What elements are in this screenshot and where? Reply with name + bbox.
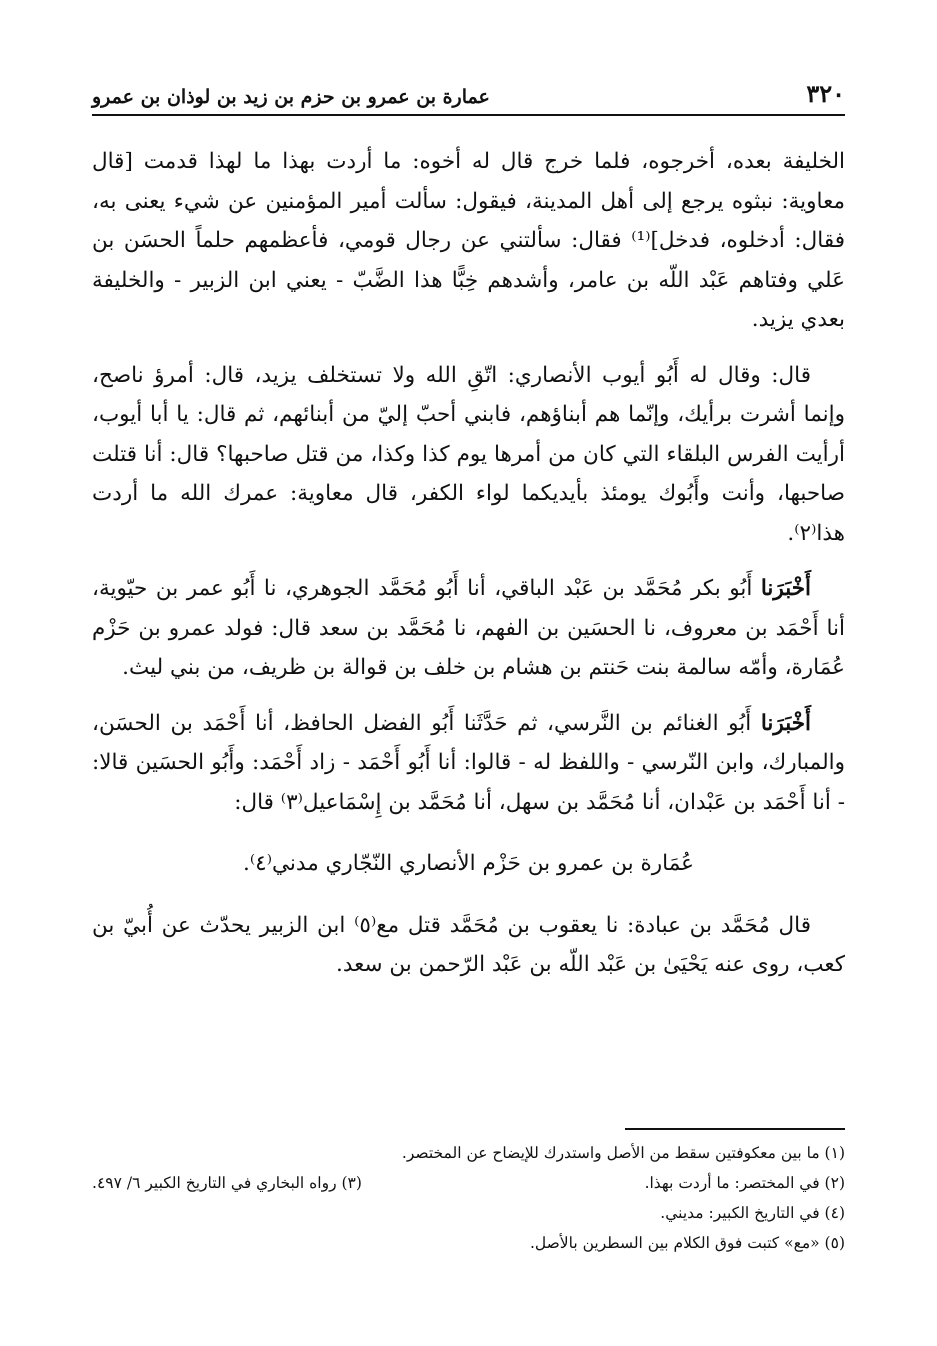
paragraph-text: عُمَارة بن عمرو بن حَزْم الأنصاري النّجّاري مدني⁽٤⁾. [243, 851, 694, 876]
paragraph-text: أَبُو الغنائم بن النَّرسي، ثم حَدَّثَنا أَبُو الفضل الحافظ، أنا أَحْمَد بن الحسَن، والمبارك، وابن النّرسي - واللفظ له - قالوا: أنا أَبُو أَحْمَد - زاد أَحْمَد: وأَبُو الحسَين قالا: - أنا أَحْمَد بن عَبْدان، أنا مُحَمَّد بن سهل، أنا مُحَمَّد بن إِسْمَاعيل⁽٣⁾ قال: [92, 710, 845, 815]
body-text [92, 142, 845, 1001]
page-number: ٣٢٠ [806, 79, 845, 108]
footnote-5: (٥) «مع» كتبت فوق الكلام بين السطرين بالأصل. [529, 1234, 845, 1252]
footnotes [92, 1138, 845, 1258]
paragraph-5 [92, 844, 845, 884]
footnote-2: (٢) في المختصر: ما أردت بهذا. [644, 1174, 845, 1192]
paragraph-lead-word: أَخْبَرَنا [760, 710, 811, 736]
footnote-row [92, 1168, 845, 1198]
paragraph-2 [92, 356, 845, 554]
paragraph-text: أَبُو بكر مُحَمَّد بن عَبْد الباقي، أنا أَبُو مُحَمَّد الجوهري، نا أَبُو عمر بن حيّوية، أنا أَحْمَد بن معروف، نا الحسَين بن الفهم، نا مُحَمَّد بن سعد قال: فولد عمرو بن حَزْم عُمَارة، وأمّه سالمة بنت حَنتم بن هشام بن خلف بن قوالة بن ظريف، من بني ليث. [92, 576, 845, 680]
paragraph-1 [92, 142, 845, 340]
paragraph-lead-word: أَخْبَرَنا [760, 576, 811, 601]
paragraph-text: الخليفة بعده، أخرجوه، فلما خرج قال له أخوه: ما أردت بهذا ما لهذا قدمت [قال معاوية: نبثوه يرجع إلى أهل المدينة، فيقول: سألت أمير المؤمنين عن شيء يعنى به، فقال: أدخلوه، فدخل]⁽¹⁾ فقال: سألتني عن رجال قومي، فأعظمهم حلماً الحسَن بن عَلي وفتاهم عَبْد اللّه بن عامر، وأشدهم خِبًّا هذا الضَّبّ - يعني ابن الزبير - والخليفة بعدي يزيد. [92, 149, 845, 332]
footnote-3: (٣) رواه البخاري في التاريخ الكبير ٦/ ٤٩٧. [92, 1174, 362, 1192]
running-header [92, 72, 845, 116]
paragraph-4 [92, 704, 845, 823]
footnote-1: (١) ما بين معكوفتين سقط من الأصل واستدرك للإيضاح عن المختصر. [401, 1144, 845, 1162]
footnote-separator [625, 1128, 845, 1130]
paragraph-text: قال مُحَمَّد بن عبادة: نا يعقوب بن مُحَمَّد قتل مع⁽٥⁾ ابن الزبير يحدّث عن أُبيّ بن كعب، روى عنه يَحْيَىٰ بن عَبْد اللّه بن عَبْد الرّحمن بن سعد. [92, 912, 845, 977]
running-title: عمارة بن عمرو بن حزم بن زيد بن لوذان بن عمرو [92, 86, 490, 108]
paragraph-3 [92, 569, 845, 688]
paragraph-6 [92, 906, 845, 985]
footnote-4: (٤) في التاريخ الكبير: مديني. [660, 1204, 845, 1222]
paragraph-text: قال: وقال له أَبُو أيوب الأنصاري: اتّقِ الله ولا تستخلف يزيد، قال: أمرؤ ناصح، وإنما أشرت برأيك، وإنّما هم أبناؤهم، فابني أحبّ إليّ من أبنائهم، ثم قال: يا أبا أيوب، أرأيت الفرس البلقاء التي كان من أمرها يوم كذا وكذا، من قتل صاحبها؟ قال: أنا قتلت صاحبها، وأنت وأَبُوك يومئذ بأيديكما لواء الكفر، قال معاوية: عمرك الله ما أردت هذا⁽٢⁾. [92, 362, 845, 546]
